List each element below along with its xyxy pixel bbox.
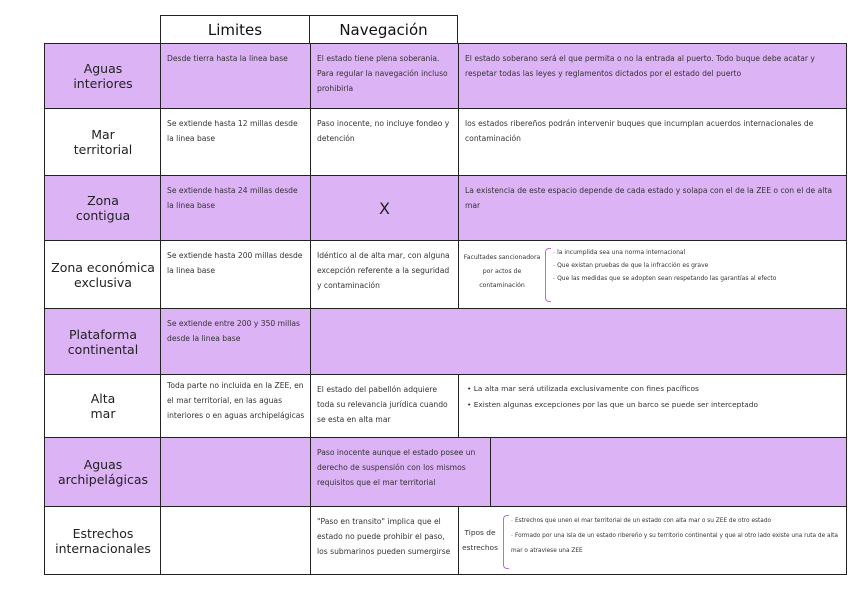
list-item: - Formado por una isla de un estado ribereño y su territorio continental y que al otro lado existe una ruta de alta mar o atraviese una ZEE xyxy=(511,529,845,559)
limits-cell xyxy=(161,438,310,506)
navigation-cell: X xyxy=(379,198,390,218)
header-limits-label: Limites xyxy=(207,20,263,39)
brace-icon xyxy=(545,248,551,302)
table-row xyxy=(44,308,847,375)
row-name: Aguas interiores xyxy=(73,61,133,91)
list-item: • Existen algunas excepciones por las que un barco se puede ser interceptado xyxy=(467,397,843,413)
notes-list xyxy=(553,246,843,285)
list-item: - Que existan pruebas de que la infracción es grave xyxy=(553,259,843,272)
table-row xyxy=(44,43,847,109)
notes-label: Facultades sancionadora por actos de contaminación xyxy=(463,254,541,289)
header-navigation xyxy=(309,15,458,44)
list-item: - Que las medidas que se adopten sean respetando las garantías al efecto xyxy=(553,272,843,285)
notes-cell: El estado soberano será el que permita o no la entrada al puerto. Todo buque debe acatar y respetar todas las leyes y reglamentos dictados por el estado del puerto xyxy=(465,54,815,78)
notes-cell: La existencia de este espacio depende de cada estado y solapa con el de la ZEE o con el de alta mar xyxy=(465,186,833,210)
brace-icon xyxy=(503,515,509,569)
limits-cell: Desde tierra hasta la linea base xyxy=(167,54,288,63)
navigation-cell: El estado tiene plena soberania. Para regular la navegación incluso prohibirla xyxy=(317,54,448,93)
navigation-cell: El estado del pabellón adquiere toda su relevancia jurídica cuando se esta en alta mar xyxy=(317,385,448,424)
table-row xyxy=(44,108,847,176)
table-row xyxy=(44,175,847,241)
limits-cell: Se extiende entre 200 y 350 millas desde la linea base xyxy=(167,319,300,343)
navigation-cell xyxy=(311,309,845,374)
notes-label: Tipos de estrechos xyxy=(462,528,498,552)
row-name: Mar territorial xyxy=(73,127,133,157)
row-name: Zona contigua xyxy=(75,193,131,223)
list-item: - la incumplida sea una norma internacional xyxy=(553,246,843,259)
header-limits xyxy=(160,15,310,44)
row-name: Aguas archipelágicas xyxy=(57,457,148,487)
notes-cell: los estados ribereños podrán intervenir buques que incumplan acuerdos internacionales de contaminación xyxy=(465,119,814,143)
table-row xyxy=(44,437,847,507)
limits-cell: Se extiende hasta 200 millas desde la linea base xyxy=(167,251,303,275)
limits-cell: Se extiende hasta 24 millas desde la linea base xyxy=(167,186,298,210)
notes-cell xyxy=(491,438,845,506)
navigation-cell: Idéntico al de alta mar, con alguna excepción referente a la seguridad y contaminación xyxy=(317,251,450,290)
list-item: - Estrechos que unen el mar territorial de un estado con alta mar o su ZEE de otro estado xyxy=(511,514,845,529)
table-row xyxy=(44,240,847,309)
list-item: • La alta mar será utilizada exclusivamente con fines pacíficos xyxy=(467,381,843,397)
row-name: Estrechos internacionales xyxy=(55,525,151,556)
row-name: Plataforma continental xyxy=(67,326,139,357)
navigation-cell: Paso inocente aunque el estado posee un derecho de suspensión con los mismos requisitos que el mar territorial xyxy=(317,448,476,487)
notes-list xyxy=(467,381,843,413)
limits-cell: Se extiende hasta 12 millas desde la linea base xyxy=(167,119,298,143)
navigation-cell: Paso inocente, no incluye fondeo y detención xyxy=(317,119,450,143)
table-row xyxy=(44,506,847,575)
limits-cell: Toda parte no incluida en la ZEE, en el mar territorial, en las aguas interiores o en aguas archipelágicas xyxy=(167,381,305,420)
row-name: Zona económica exclusiva xyxy=(51,259,155,290)
limits-cell xyxy=(161,507,310,574)
navigation-cell: "Paso en transito" implica que el estado no puede prohibir el paso, los submarinos pueden sumergirse xyxy=(317,517,451,556)
table-row xyxy=(44,374,847,438)
header-navigation-label: Navegación xyxy=(339,20,428,39)
notes-list xyxy=(511,514,845,559)
row-name: Alta mar xyxy=(90,391,116,421)
